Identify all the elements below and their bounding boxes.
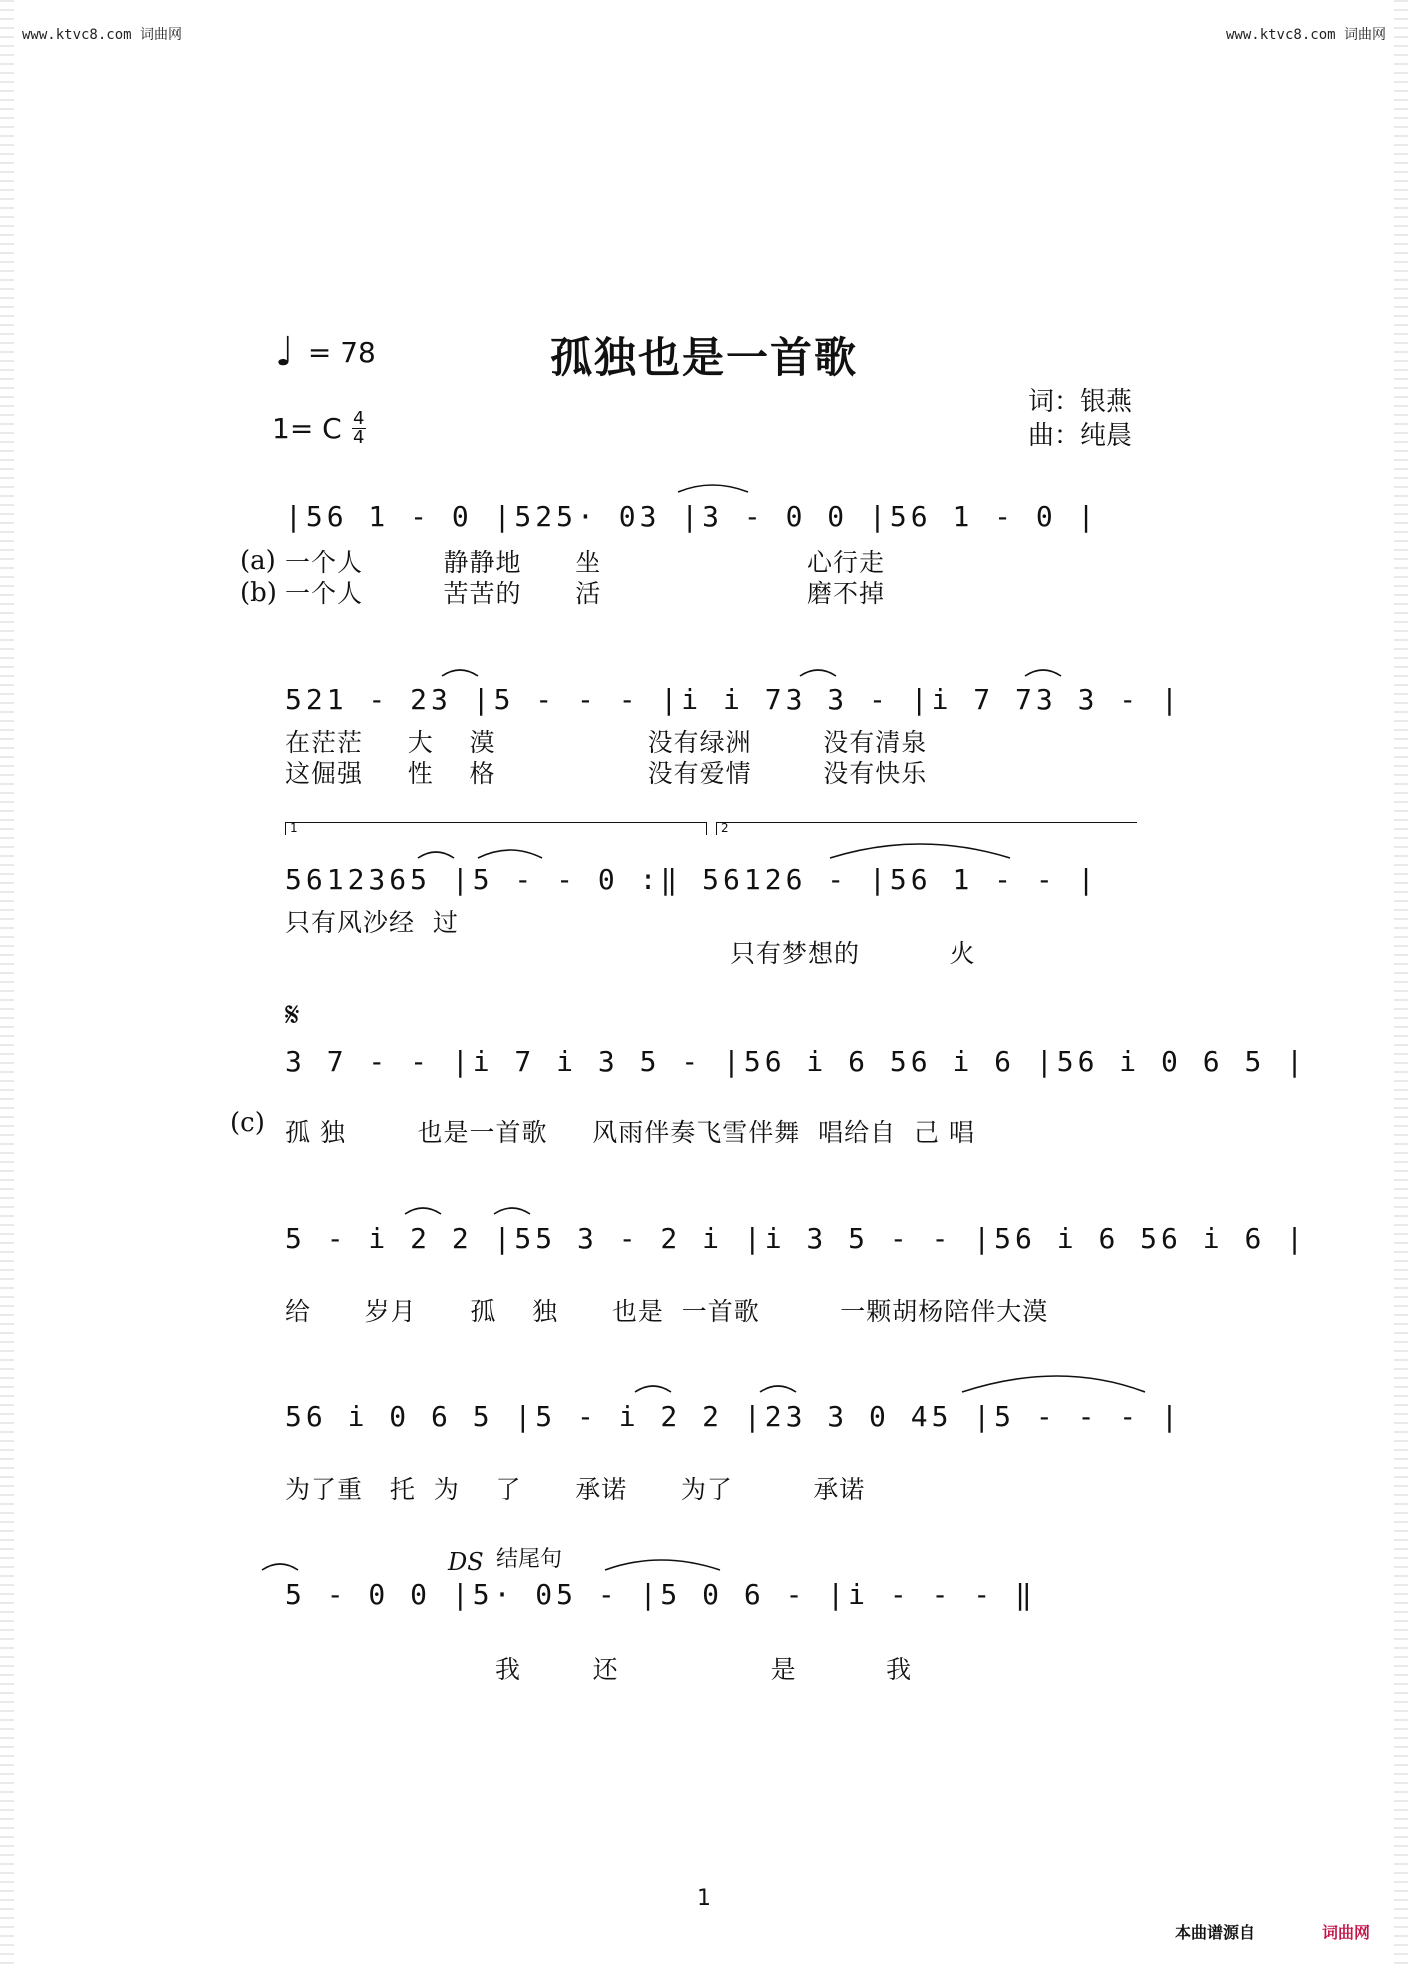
lyrics-row-1a: 一个人 静静地 坐 心行走 (285, 548, 885, 577)
key-signature (272, 410, 366, 447)
lyrics-row-2a: 在茫茫 大 漠 没有绿洲 没有清泉 (285, 728, 928, 757)
verse-label-b: (b) (240, 578, 277, 608)
quarter-note-icon: ♩ (275, 329, 294, 375)
song-title: 孤独也是一首歌 (549, 333, 858, 382)
staff-row-4: 3 7 - - |i 7 i 3 5 - |56 i 6 56 i 6 |56 i 0 6 5 | (285, 1045, 1308, 1078)
lyrics-row-5: 给 岁月 孤 独 也是 一首歌 一颗胡杨陪伴大漠 (285, 1297, 1049, 1326)
staff-row-7: 5 - 0 0 |5· 05 - |5 0 6 - |i - - - ‖ (285, 1578, 1036, 1611)
lyrics-row-2b: 这倔强 性 格 没有爱情 没有快乐 (285, 759, 928, 788)
lyrics-row-1b: 一个人 苦苦的 活 磨不掉 (285, 579, 885, 608)
header-site-right[interactable]: www.ktvc8.com 词曲网 (1225, 27, 1386, 43)
lyrics-row-3a: 只有风沙经 过 (285, 908, 459, 937)
left-edge-watermark-strip (0, 0, 14, 1970)
verse-label-c: (c) (230, 1108, 265, 1138)
right-edge-watermark-strip (1394, 0, 1408, 1970)
header-site-left[interactable]: www.ktvc8.com 词曲网 (22, 27, 183, 43)
lyricist: 词：银燕 (1028, 387, 1133, 417)
lyrics-row-6: 为了重 托 为 了 承诺 为了 承诺 (285, 1475, 866, 1504)
tempo-value: = 78 (307, 335, 376, 369)
verse-label-a: (a) (240, 546, 276, 576)
volta-bracket-1: 1 (285, 822, 707, 835)
lyrics-row-4: 孤 独 也是一首歌 风雨伴奏飞雪伴舞 唱给自 己 唱 (285, 1118, 975, 1147)
source-label: 本曲谱源自 (1175, 1923, 1256, 1942)
composer: 曲：纯晨 (1028, 421, 1133, 451)
credits (1028, 385, 1132, 453)
staff-row-3: 5612365 |5 - - 0 :‖ 56126 - |56 1 - - | (285, 863, 1099, 896)
ending-phrase-label: 结尾句 (496, 1547, 563, 1572)
volta-bracket-2: 2 (716, 822, 1137, 835)
lyrics-row-3b: 只有梦想的 火 (730, 939, 976, 968)
staff-row-2: 521 - 23 |5 - - - |i i 73 3 - |i 7 73 3 - | (285, 683, 1182, 716)
lyrics-row-7: 我 还 是 我 (495, 1655, 913, 1684)
page-number: 1 (697, 1886, 711, 1911)
staff-row-5: 5 - i 2 2 |55 3 - 2 i |i 3 5 - - |56 i 6 56 i 6 | (285, 1222, 1308, 1255)
staff-row-1: |56 1 - 0 |525· 03 |3 - 0 0 |56 1 - 0 | (285, 500, 1099, 533)
segno-icon: 𝄋 (285, 995, 300, 1035)
time-signature: 4 4 (353, 408, 365, 448)
source-brand-link[interactable]: 词曲网 (1322, 1923, 1371, 1942)
staff-row-6: 56 i 0 6 5 |5 - i 2 2 |23 3 0 45 |5 - - - | (285, 1400, 1182, 1433)
dal-segno-mark: DS (448, 1548, 484, 1576)
key-label: 1= C (272, 412, 342, 445)
